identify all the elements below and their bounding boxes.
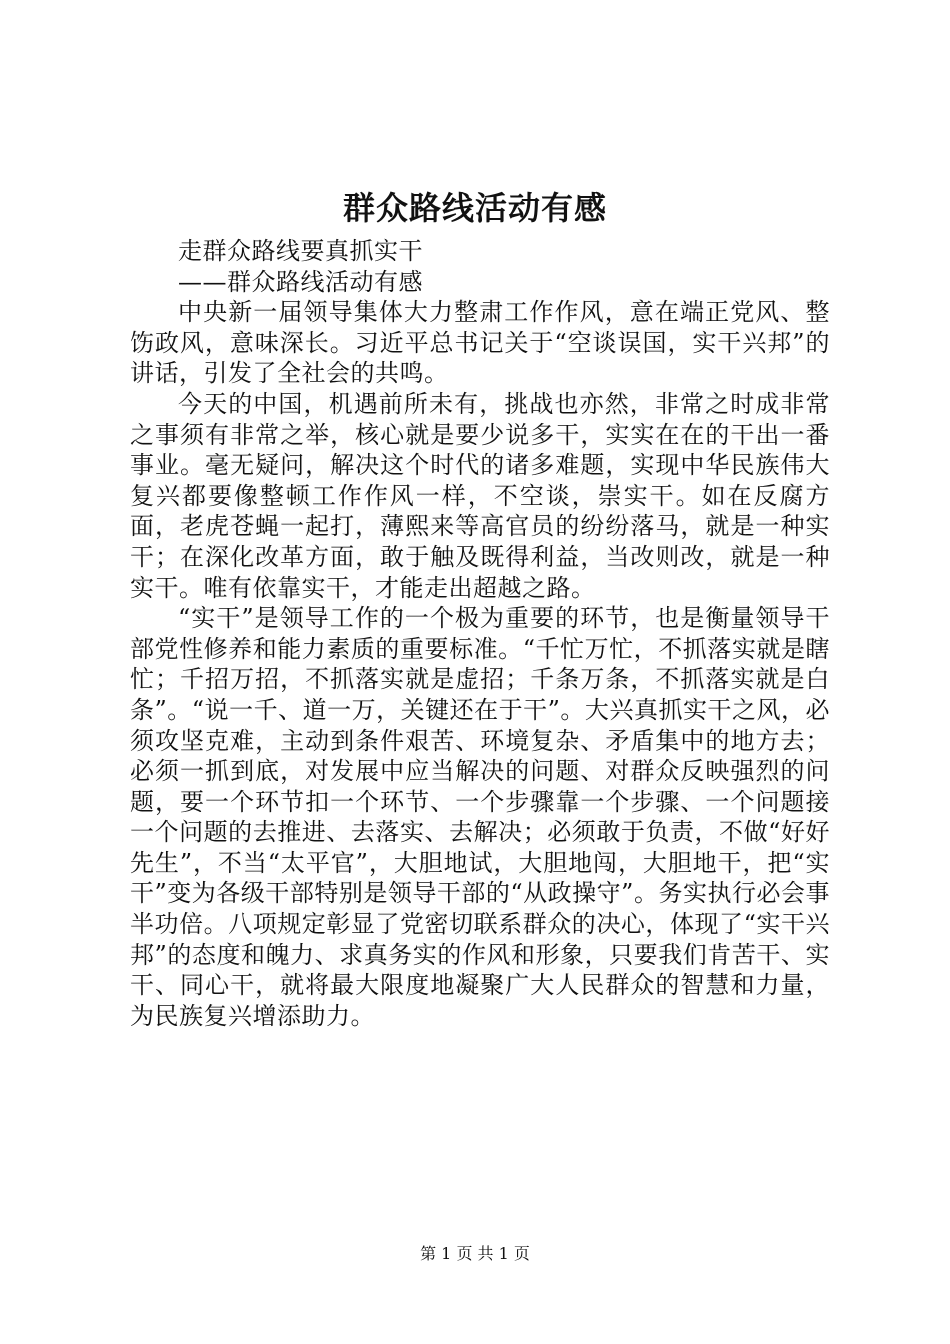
paragraph: 今天的中国，机遇前所未有，挑战也亦然，非常之时成非常之事须有非常之举，核心就是要少说多干，实实在在的干出一番事业。毫无疑问，解决这个时代的诸多难题，实现中华民族伟大复兴都要像整顿工作作风一样，不空谈，崇实干。如在反腐方面，老虎苍蝇一起打，薄熙来等高官员的纷纷落马，就是一种实干；在深化改革方面，敢于触及既得利益，当改则改，就是一种实干。唯有依靠实干，才能走出超越之路。: [130, 389, 830, 602]
document-body: [130, 236, 830, 1031]
subtitle: 走群众路线要真抓实干: [178, 237, 423, 265]
page-number-footer: 第 1 页 共 1 页: [420, 1244, 530, 1263]
document-title: 群众路线活动有感: [342, 189, 607, 227]
paragraph: 中央新一届领导集体大力整肃工作作风，意在端正党风、整饬政风，意味深长。习近平总书记关于“空谈误国，实干兴邦”的讲话，引发了全社会的共鸣。: [130, 298, 830, 388]
subsubtitle: ——群众路线活动有感: [178, 267, 423, 296]
paragraph: “实干”是领导工作的一个极为重要的环节，也是衡量领导干部党性修养和能力素质的重要标准。“千忙万忙，不抓落实就是瞎忙；千招万招，不抓落实就是虚招；千条万条，不抓落实就是白条”。“说一千、道一万，关键还在于干”。大兴真抓实干之风，必须攻坚克难，主动到条件艰苦、环境复杂、矛盾集中的地方去；必须一抓到底，对发展中应当解决的问题、对群众反映强烈的问题，要一个环节扣一个环节、一个步骤靠一个步骤、一个问题接一个问题的去推进、去落实、去解决；必须敢于负责，不做“好好先生”，不当“太平官”，大胆地试，大胆地闯，大胆地干，把“实干”变为各级干部特别是领导干部的“从政操守”。务实执行必会事半功倍。八项规定彰显了党密切联系群众的决心，体现了“实干兴邦”的态度和魄力、求真务实的作风和形象，只要我们肯苦干、实干、同心干，就将最大限度地凝聚广大人民群众的智慧和力量，为民族复兴增添助力。: [130, 604, 830, 1030]
